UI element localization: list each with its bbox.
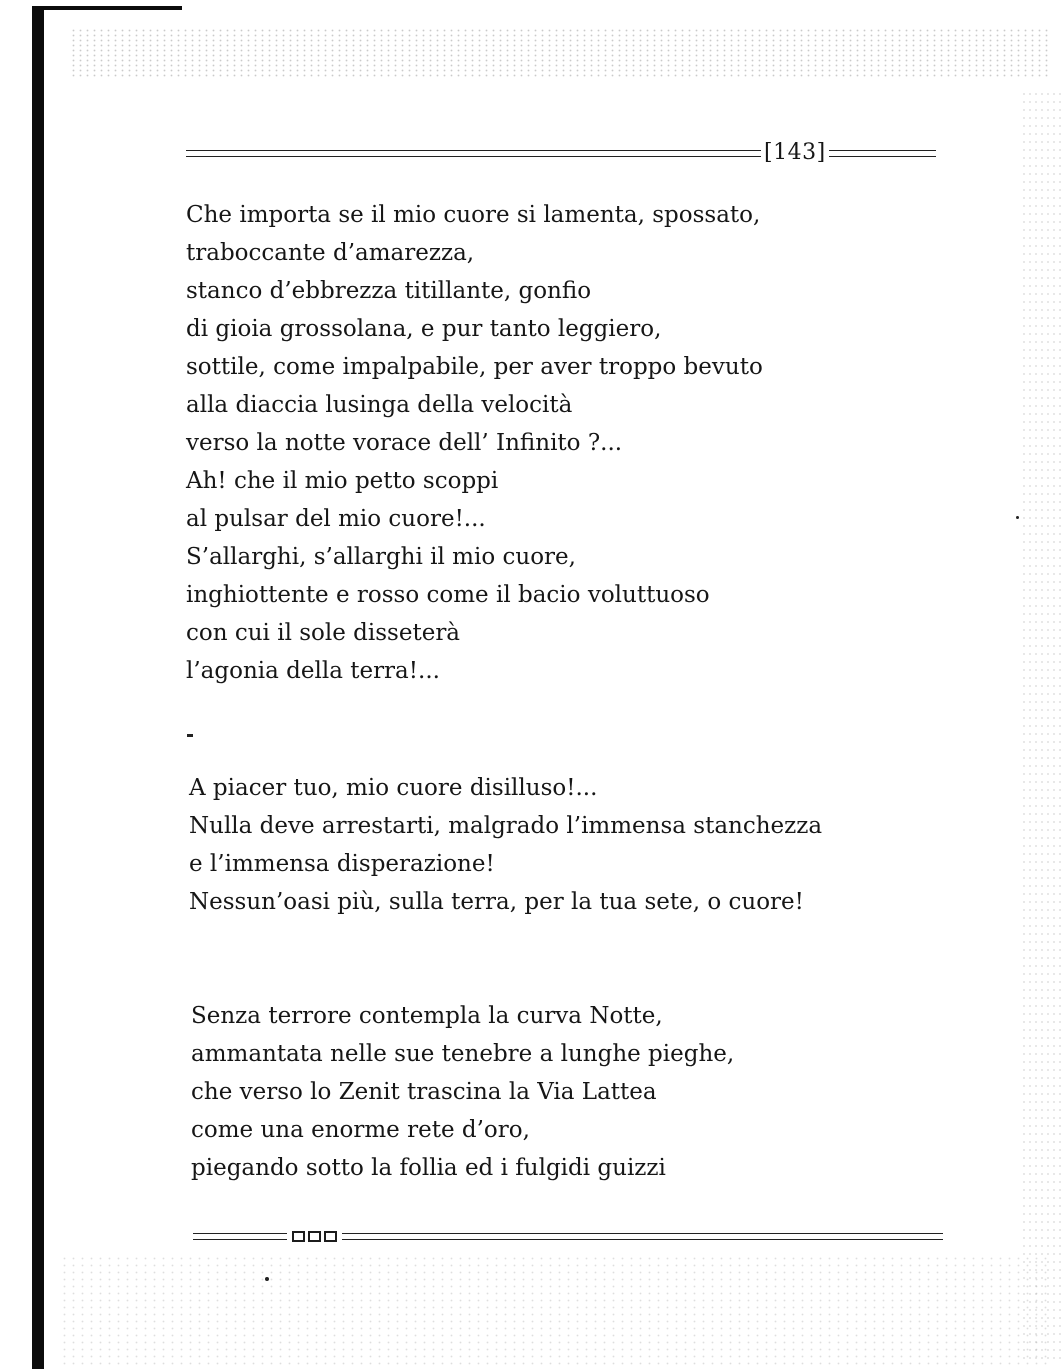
verse-line: che verso lo Zenit trascina la Via Lattea [191, 1079, 657, 1105]
verse-line: traboccante d’amarezza, [186, 240, 475, 266]
header-rule-right [829, 150, 936, 157]
verse-line: alla diaccia lusinga della velocità [186, 392, 573, 418]
ink-speck [1016, 516, 1019, 519]
verse-line: Senza terrore contempla la curva Notte, [191, 1003, 663, 1029]
stanza-2 [189, 769, 822, 921]
stanza-1 [186, 196, 763, 690]
paper-speckle-top [70, 28, 1050, 78]
ornament-box-icon [308, 1231, 321, 1242]
ink-speck [265, 1277, 269, 1281]
header-rule-left [186, 150, 761, 157]
verse-line: Ah! che il mio petto scoppi [186, 468, 499, 494]
verse-line: Che importa se il mio cuore si lamenta, spossato, [186, 202, 761, 228]
verse-line: l’agonia della terra!... [186, 658, 440, 684]
page-binding-edge-top [32, 6, 182, 10]
stanza-separator-mark [187, 734, 193, 737]
verse-line: e l’immensa disperazione! [189, 851, 495, 877]
verse-line: stanco d’ebbrezza titillante, gonfio [186, 278, 592, 304]
verse-line: di gioia grossolana, e pur tanto leggiero, [186, 316, 662, 342]
verse-line: sottile, come impalpabile, per aver troppo bevuto [186, 354, 763, 380]
verse-line: piegando sotto la follia ed i fulgidi guizzi [191, 1155, 666, 1181]
verse-line: con cui il sole disseterà [186, 620, 461, 646]
page-footer [193, 1228, 943, 1244]
page-binding-edge [32, 8, 44, 1369]
paper-speckle-right [1021, 90, 1061, 1360]
verse-line: ammantata nelle sue tenebre a lunghe pieghe, [191, 1041, 735, 1067]
verse-line: inghiottente e rosso come il bacio voluttuoso [186, 582, 710, 608]
verse-line: verso la notte vorace dell’ Infinito ?... [186, 430, 623, 456]
footer-rule-left [193, 1233, 287, 1240]
verse-line: al pulsar del mio cuore!... [186, 506, 486, 532]
verse-line: Nulla deve arrestarti, malgrado l’immensa stanchezza [189, 813, 823, 839]
page-header [186, 140, 936, 165]
stanza-3 [191, 997, 734, 1187]
ornament-box-icon [324, 1231, 337, 1242]
verse-line: A piacer tuo, mio cuore disilluso!... [189, 775, 598, 801]
verse-line: Nessun’oasi più, sulla terra, per la tua sete, o cuore! [189, 889, 804, 915]
ornament-box-icon [292, 1231, 305, 1242]
footer-ornament [287, 1231, 342, 1242]
verse-line: come una enorme rete d’oro, [191, 1117, 530, 1143]
paper-speckle-bottom [60, 1255, 1050, 1365]
footer-rule-right [342, 1233, 943, 1240]
page-number: [143] [764, 140, 826, 165]
verse-line: S’allarghi, s’allarghi il mio cuore, [186, 544, 576, 570]
